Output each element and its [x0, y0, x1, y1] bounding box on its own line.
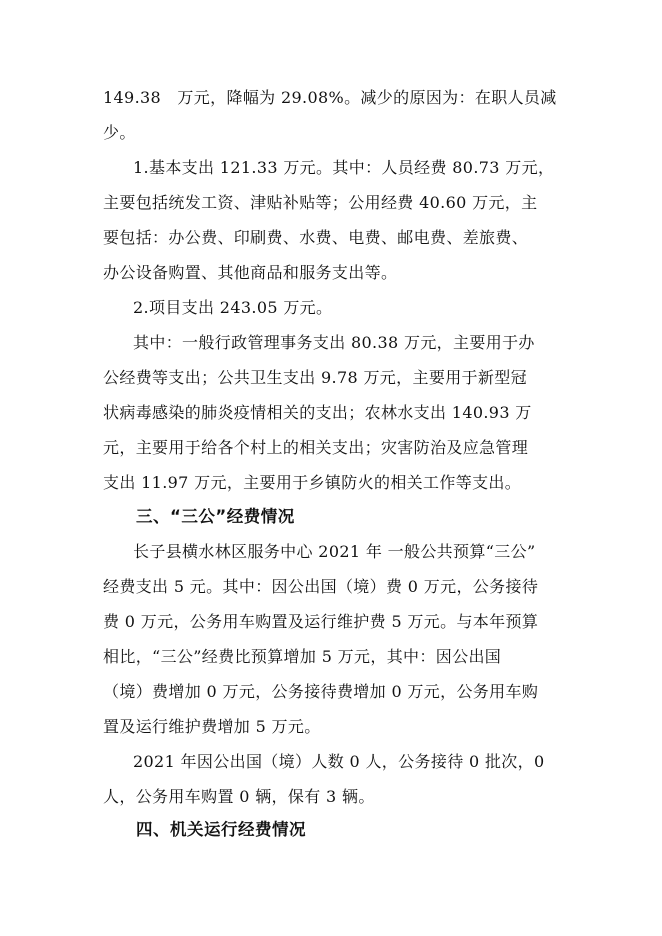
text-line: 其中：一般行政管理事务支出 80.38 万元，主要用于办: [133, 333, 535, 352]
text-line: 办公设备购置、其他商品和服务支出等。: [103, 263, 398, 282]
text-line: 主要包括统发工资、津贴补贴等；公用经费 40.60 万元，主: [103, 193, 538, 212]
text-line: 长子县横水林区服务中心 2021 年 一般公共预算“三公”: [133, 542, 536, 561]
text-line: 要包括：办公费、印刷费、水费、电费、邮电费、差旅费、: [103, 228, 529, 247]
section-heading: 三、“三公”经费情况: [136, 507, 295, 526]
text-line: 2.项目支出 243.05 万元。: [133, 298, 333, 317]
text-line: 元，主要用于给各个村上的相关支出；灾害防治及应急管理: [103, 438, 529, 457]
text-line: 149.38 万元，降幅为 29.08%。减少的原因为：在职人员减: [103, 88, 557, 107]
text-line: 置及运行维护费增加 5 万元。: [103, 717, 321, 736]
text-line: 人，公务用车购置 0 辆，保有 3 辆。: [103, 787, 375, 806]
text-line: 支出 11.97 万元，主要用于乡镇防火的相关工作等支出。: [103, 473, 522, 492]
text-line: 经费支出 5 元。其中：因公出国（境）费 0 万元，公务接待: [103, 577, 539, 596]
text-line: 公经费等支出；公共卫生支出 9.78 万元，主要用于新型冠: [103, 368, 527, 387]
text-line: （境）费增加 0 万元，公务接待费增加 0 万元，公务用车购: [103, 682, 539, 701]
text-line: 少。: [103, 123, 136, 142]
text-line: 2021 年因公出国（境）人数 0 人，公务接待 0 批次，0: [133, 752, 545, 771]
text-line: 状病毒感染的肺炎疫情相关的支出；农林水支出 140.93 万: [103, 403, 532, 422]
text-line: 相比，“三公”经费比预算增加 5 万元，其中：因公出国: [103, 647, 502, 666]
section-heading: 四、机关运行经费情况: [136, 820, 306, 839]
text-line: 费 0 万元，公务用车购置及运行维护费 5 万元。与本年预算: [103, 612, 539, 631]
text-line: 1.基本支出 121.33 万元。其中：人员经费 80.73 万元，: [133, 158, 555, 177]
